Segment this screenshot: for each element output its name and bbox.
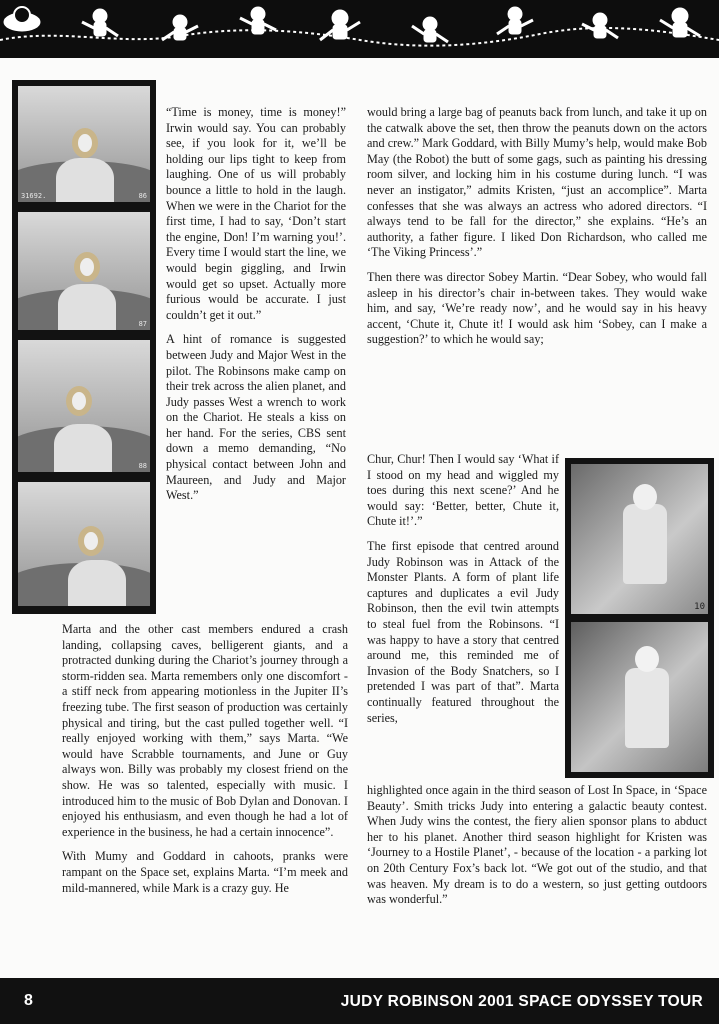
right-film-strip: [565, 458, 714, 778]
article-paragraph: With Mumy and Goddard in cahoots, pranks were rampant on the Space set, explains Marta. “I’m meek and mild-mannered, while Mark is a crazy guy. He: [62, 849, 348, 895]
article-paragraph: The first episode that centred around Judy Robinson was in Attack of the Monster Plants. A form of plant life captures and duplicates a evil Judy Robinson, then the evil twin attempts to steal fuel from the Robinsons. “I was happy to have a story that centred around me, this reminded me of Invasion of the Body Snatchers, so I pretended I was part of that”. Marta continually featured throughout the series,: [367, 538, 559, 725]
article-paragraph: Chur, Chur! Then I would say ‘What if I stood on my head and wiggled my toes during this next scene?’ And he would say: ‘Better, better, Chute it, Chute it!’.”: [367, 452, 559, 529]
left-film-strip: [12, 80, 156, 614]
article-column-1-top: [166, 105, 346, 513]
photo-frame-4: [18, 482, 150, 606]
page-number: 8: [24, 992, 33, 1009]
article-column-2-bottom: [367, 783, 707, 917]
article-column-1-bottom: [62, 622, 348, 905]
footer-title: JUDY ROBINSON 2001 SPACE ODYSSEY TOUR: [340, 993, 703, 1010]
page-footer: [0, 978, 719, 1024]
robot-photo-frame-1: [571, 464, 708, 614]
article-paragraph: would bring a large bag of peanuts back from lunch, and take it up on the catwalk above the set, then throw the peanuts down on the actors and crew.” Mark Goddard, with Billy Mumy’s help, would make Bob May (the Robot) the butt of some gags, such as painting his dressing room silver, and locking him in his costume during lunch. “I was never an instigator,” admits Kristen, “just an accomplice”. Marta confesses that she was always an actress who adored directors. “I always tend to be fall for the director,” she explains. “He’s an authority, a father figure. I liked Don Richardson, who called me ‘The Viking Princess’.”: [367, 105, 707, 260]
article-paragraph: A hint of romance is suggested between Judy and Major West in the pilot. The Robinsons make camp on their trek across the alien planet, and Judy passes West a wrench to work on the Chariot. He steals a kiss on her hand. For the series, CBS sent down a memo demanding, “No physical contact between John and Maureen, and Judy and Major West.”: [166, 332, 346, 503]
frame-caption-right: 86: [138, 192, 147, 200]
frame-caption-right: 87: [138, 320, 147, 328]
article-paragraph: Marta and the other cast members endured a crash landing, collapsing caves, belligerent giants, and a protracted dunking during the Chariot’s journey through a storm-ridden sea. Marta remembers only one discomfort - a stiff neck from appearing motionless in the Jupiter II’s freezing tube. The first season of production was certainly physical and tiring, but the cast pulled together well. “I really enjoyed working with them,” says Marta. “We would have Scrabble tournaments, and June or Guy always won. Billy was probably my closest friend on the show. He was so talented, especially with music. I introduced him to the music of Bob Dylan and Donovan. I enjoyed his enthusiasm, and even though he had a lot of experience in the business, he had a certain innocence”.: [62, 622, 348, 839]
article-column-2-mid: [367, 452, 559, 735]
article-paragraph: highlighted once again in the third season of Lost In Space, in ‘Space Beauty’. Smith tricks Judy into entering a galactic beauty contest. When Judy wins the contest, the fiery alien sponsor plans to abduct her to his planet. Another third season highlight for Kristen was ‘Journey to a Hostile Planet’, - because of the location - a parking lot on 20th Century Fox’s back lot. “We got out of the studio, and that was heaven. My dream is to do a western, so just getting outdoors was wonderful.”: [367, 783, 707, 907]
article-column-2-top: [367, 105, 707, 357]
frame-caption-right: 10: [694, 602, 705, 612]
frame-caption-right: 88: [138, 462, 147, 470]
header-band: [0, 0, 719, 58]
astronaut-cartoon-decoration: [0, 0, 719, 58]
photo-frame-1: [18, 86, 150, 202]
article-paragraph: “Time is money, time is money!” Irwin would say. You can probably see, if you look for it, we’ll be holding our lips tight to keep from laughing. One of us will probably bounce a little to hold in the laugh. When we were in the Chariot for the first time, I had to say, ‘Don’t start the engine, Don! I’m warning you!’. Every time I would start the line, we would begin giggling, and Irwin would get so upset. Actually more furious would be accurate. I just couldn’t get it out.”: [166, 105, 346, 322]
photo-frame-3: [18, 340, 150, 472]
article-paragraph: Then there was director Sobey Martin. “Dear Sobey, who would fall asleep in his director’s chair in-between takes. They would wake him, and say, ‘We’re ready now’, and he would say in his heavy accent, ‘Chute it, Chute it! I would ask him ‘Sobey, can I make a suggestion?’ to which he would say;: [367, 269, 707, 347]
photo-frame-2: [18, 212, 150, 330]
frame-caption-left: 31692.: [21, 192, 47, 200]
robot-photo-frame-2: [571, 622, 708, 772]
